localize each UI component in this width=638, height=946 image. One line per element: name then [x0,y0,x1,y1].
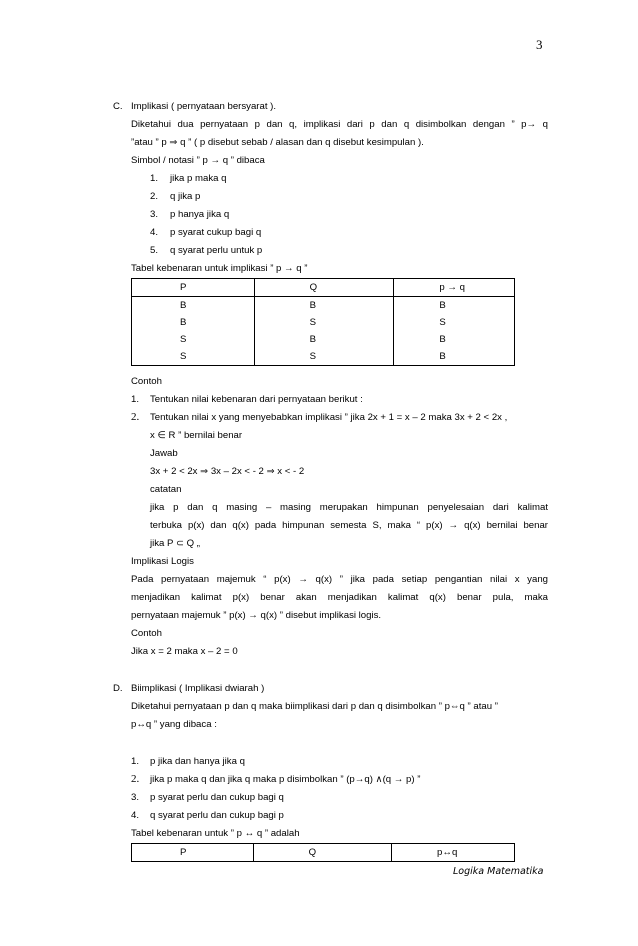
d-reading-number: 3. [131,792,140,803]
catatan-line1: jika p dan q masing – masing merupakan himpunan penyelesaian dari kalimat [150,502,548,513]
d-reading-number: 4. [131,810,140,821]
table-cell: B [394,297,515,315]
example-continuation: x ∈ R ” bernilai benar [150,430,243,441]
reading-text: q jika p [170,191,201,202]
table-header-row [132,279,515,297]
d-reading-text: q syarat perlu dan cukup bagi p [150,810,284,821]
table-cell: B [254,297,394,315]
reading-number: 3. [150,209,159,220]
d-reading-text: p syarat perlu dan cukup bagi q [150,792,284,803]
example-text: Tentukan nilai kebenaran dari pernyataan berikut : [150,394,363,405]
table-row [132,297,515,315]
contoh-label: Contoh [131,376,162,387]
truth-table-caption: Tabel kebenaran untuk implikasi ” p → q ” [131,263,308,274]
reading-text: p hanya jika q [170,209,230,220]
reading-number: 1. [150,173,159,184]
contoh2-text: Jika x = 2 maka x – 2 = 0 [131,646,238,657]
table-header-p: P [132,279,255,297]
reading-text: q syarat perlu untuk p [170,245,263,256]
d-reading-number: 2. [131,773,140,785]
d-reading-number: 1. [131,756,140,767]
section-d-intro-line2: p↔q ” yang dibaca : [131,719,217,730]
section-c-letter: C. [113,101,123,112]
implikasi-logis-line2: menjadikan kalimat p(x) benar akan menjadikan kalimat q(x) benar pula, maka [131,592,548,603]
reading-number: 5. [150,245,159,256]
implikasi-logis-heading: Implikasi Logis [131,556,194,567]
table-cell: S [394,314,515,331]
d-reading-text: jika p maka q dan jika q maka p disimbolkan ” (p→q) ∧(q → p) ” [150,774,421,785]
catatan-line3: jika P ⊂ Q „ [150,538,200,549]
page-number: 3 [536,37,543,52]
table-cell: S [132,331,255,348]
table-cell: S [132,348,255,366]
section-c-intro-line1: Diketahui dua pernyataan p dan q, implikasi dari p dan q disimbolkan dengan ” p→ q [131,119,548,130]
table-cell: B [132,297,255,315]
table-header-biimplication: p↔q [392,844,515,862]
section-c-symbol-line: Simbol / notasi ” p → q ” dibaca [131,155,265,166]
implikasi-logis-line3: pernyataan majemuk ” p(x) → q(x) ” disebut implikasi logis. [131,610,382,621]
section-d-letter: D. [113,683,123,694]
example-number: 2. [131,411,140,423]
table-row [132,331,515,348]
table-cell: B [394,348,515,366]
example-text: Tentukan nilai x yang menyebabkan implikasi ” jika 2x + 1 = x – 2 maka 3x + 2 < 2x , [150,412,508,423]
contoh2-label: Contoh [131,628,162,639]
footer-title: Logika Matematika [453,866,544,877]
biimplication-table-caption: Tabel kebenaran untuk ” p ↔ q ” adalah [131,828,300,839]
section-c-intro-line2: ”atau ” p ⇒ q ” ( p disebut sebab / alasan dan q disebut kesimpulan ). [131,137,424,148]
implikasi-logis-line1: Pada pernyataan majemuk “ p(x) → q(x) ” jika pada setiap pengantian nilai x yang [131,574,548,585]
table-cell: S [254,314,394,331]
catatan-label: catatan [150,484,182,495]
table-cell: S [254,348,394,366]
reading-text: p syarat cukup bagi q [170,227,262,238]
jawab-text: 3x + 2 < 2x ⇒ 3x – 2x < - 2 ⇒ x < - 2 [150,466,305,477]
table-row [132,314,515,331]
table-header-q: Q [253,844,391,862]
table-header-implication: p → q [394,279,515,297]
table-cell: B [254,331,394,348]
table-cell: B [132,314,255,331]
section-d-intro-line1: Diketahui pernyataan p dan q maka biimplikasi dari p dan q disimbolkan ” p⇔q ” atau ” [131,701,498,712]
table-row [132,348,515,366]
table-header-row [132,844,515,862]
reading-number: 4. [150,227,159,238]
jawab-label: Jawab [150,448,178,459]
catatan-line2: terbuka p(x) dan q(x) pada himpunan semesta S, maka “ p(x) → q(x) bernilai benar [150,520,548,531]
implication-truth-table [131,278,515,366]
table-header-q: Q [254,279,394,297]
section-d-heading: Biimplikasi ( Implikasi dwiarah ) [131,683,265,694]
reading-text: jika p maka q [170,173,227,184]
example-number: 1. [131,394,140,405]
table-cell: B [394,331,515,348]
d-reading-text: p jika dan hanya jika q [150,756,245,767]
biimplication-truth-table [131,843,515,862]
section-c-heading: Implikasi ( pernyataan bersyarat ). [131,101,277,112]
table-header-p: P [132,844,254,862]
reading-number: 2. [150,191,159,202]
